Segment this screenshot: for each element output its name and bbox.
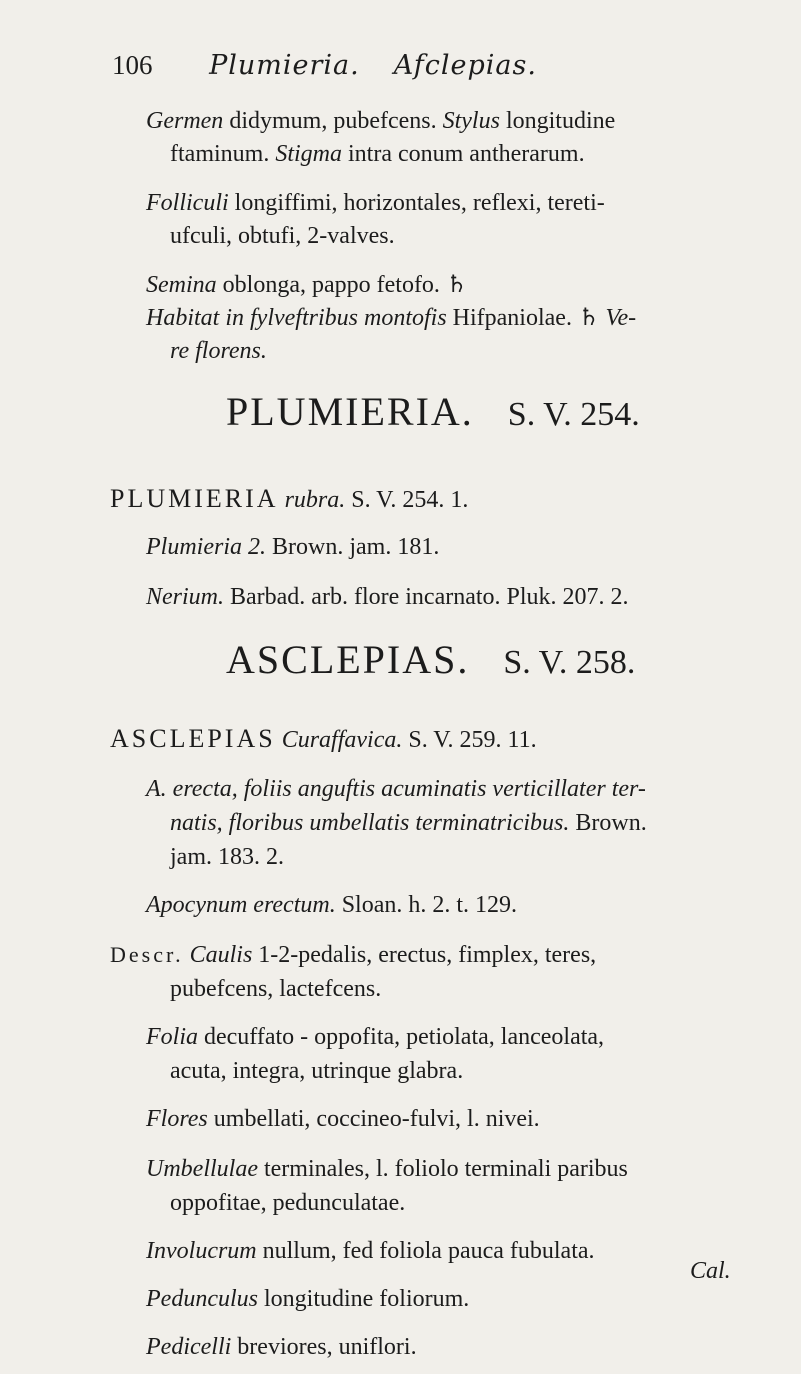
italic-run: Nerium. [146, 584, 224, 610]
text-line [170, 840, 284, 874]
italic-run: Stigma [275, 141, 342, 167]
small-caps-run: ASCLEPIAS [110, 724, 276, 753]
text-run: Barbad. arb. flore incarnato. Pluk. 207. 2. [224, 584, 629, 610]
text-line [110, 722, 537, 757]
genus-reference: S. V. 254. [507, 396, 640, 433]
genus-heading-asclepias [226, 636, 635, 683]
genus-reference: S. V. 258. [503, 644, 636, 681]
genus-name: ASCLEPIAS. [226, 637, 470, 682]
text-run: jam. 183. 2. [170, 844, 284, 870]
italic-run: rubra. [284, 487, 346, 513]
text-run: intra conum antherarum. [342, 141, 585, 167]
italic-run: Folia [146, 1024, 198, 1050]
text-run: acuta, integra, utrinque glabra. [170, 1058, 464, 1084]
catchword: Cal. [690, 1258, 731, 1284]
text-line [170, 1054, 463, 1088]
italic-run: Germen [146, 108, 224, 134]
text-run: Brown. jam. 181. [266, 534, 440, 560]
page-number: 106 [112, 50, 153, 80]
text-line [146, 580, 629, 614]
running-title [209, 50, 537, 81]
text-run: 1-2-pedalis, erectus, fimplex, teres, [252, 942, 597, 968]
text-line [146, 1152, 628, 1186]
page-header [112, 50, 712, 81]
text-run: umbellati, coccineo-fulvi, l. nivei. [207, 1106, 540, 1132]
text-line [170, 806, 647, 840]
text-run: oppofitae, pedunculatae. [170, 1190, 406, 1216]
italic-run: natis, floribus umbellatis terminatricibus. [170, 810, 570, 836]
text-run: ftaminum. [170, 141, 276, 167]
text-line [146, 888, 517, 922]
italic-run: re florens. [170, 338, 267, 364]
italic-run: Habitat in fylveftribus montofis [146, 305, 447, 331]
italic-run: Flores [146, 1106, 208, 1132]
text-run: Hifpaniolae. ♄ [446, 305, 606, 331]
text-line [146, 1102, 540, 1136]
small-caps-run: Descr. [110, 942, 184, 967]
running-title-asclepias: Afclepias. [393, 50, 537, 81]
text-run: nullum, fed foliola pauca fubulata. [256, 1238, 595, 1264]
text-run: Sloan. h. 2. t. 129. [335, 892, 518, 918]
text-run: longitudine foliorum. [257, 1286, 470, 1312]
italic-run: Ve- [605, 305, 637, 331]
text-line [146, 1330, 417, 1364]
text-run: ufculi, obtufi, 2-valves. [170, 223, 395, 249]
italic-run: Caulis [189, 942, 253, 968]
italic-run: Folliculi [146, 190, 229, 216]
text-run: longitudine [499, 108, 616, 134]
genus-name: PLUMIERIA. [226, 389, 474, 434]
italic-run: Semina [146, 272, 217, 298]
text-line [146, 772, 646, 806]
text-run: oblonga, pappo fetofo. ♄ [216, 272, 468, 298]
text-run: terminales, l. foliolo terminali paribus [257, 1156, 628, 1182]
text-run: decuffato - oppofita, petiolata, lanceolata, [198, 1024, 605, 1050]
text-run: S. V. 254. 1. [345, 487, 469, 513]
text-line [110, 938, 596, 972]
text-line [170, 1186, 405, 1220]
italic-run: Pedicelli [146, 1334, 232, 1360]
text-line [110, 482, 468, 517]
text-run: S. V. 259. 11. [402, 727, 537, 753]
text-line [146, 268, 467, 302]
text-line [146, 530, 439, 564]
italic-run: Involucrum [146, 1238, 257, 1264]
text-line [146, 301, 636, 335]
italic-run: Plumieria 2. [146, 534, 266, 560]
italic-run: Pedunculus [146, 1286, 258, 1312]
italic-run: Apocynum erectum. [146, 892, 336, 918]
text-run: breviores, uniflori. [231, 1334, 417, 1360]
text-line [146, 1282, 469, 1316]
text-line [170, 972, 381, 1006]
italic-run: Umbellulae [146, 1156, 258, 1182]
text-run: longiffimi, horizontales, reflexi, tereti- [228, 190, 605, 216]
text-run: Brown. [569, 810, 647, 836]
running-title-plumieria: Plumieria. [209, 50, 360, 81]
text-line [146, 104, 615, 138]
italic-run: Curaffavica. [281, 727, 403, 753]
text-line [146, 186, 605, 220]
text-line [146, 1020, 604, 1054]
genus-heading-plumieria [226, 388, 640, 435]
text-run: pubefcens, lactefcens. [170, 976, 382, 1002]
text-line [170, 334, 267, 368]
text-line [146, 1234, 595, 1268]
small-caps-run: PLUMIERIA [110, 484, 279, 513]
text-line [170, 137, 585, 171]
text-run: didymum, pubefcens. [223, 108, 443, 134]
text-line [170, 219, 395, 253]
italic-run: A. erecta, foliis anguftis acuminatis verticillater ter- [146, 776, 646, 802]
italic-run: Stylus [442, 108, 500, 134]
